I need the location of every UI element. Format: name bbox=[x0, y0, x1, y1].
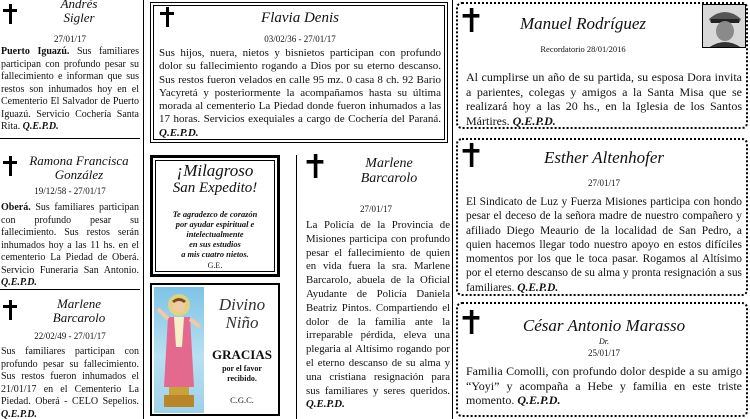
expedito-line: Te agradezco de corazón bbox=[172, 210, 258, 219]
column-divider-2 bbox=[296, 155, 297, 419]
obituary-body: Sus hijos, nuera, nietos y bisnietos participan con profundo dolor su fallecimiento rogando a Dios por su eterno descanso. Sus restos fueron velados en calle 95 mz. 0 casa 8 ch. 92 Bario Yacyretá y posteriormente la acompañamos hasta su última morada al cementerio La Piedad donde fueron inhumados a las 17 horas. Servicios exequiales a cargo de Cochería del Paraná. bbox=[159, 47, 441, 126]
obituary-text bbox=[1, 46, 139, 134]
obituary-text bbox=[466, 70, 742, 128]
lead-location: Puerto Iguazú. bbox=[1, 46, 70, 57]
obituary-name: Esther Altenhofer bbox=[543, 148, 665, 167]
obituary-body: Familia Comolli, con profundo dolor despide a su amigo “Yoyi” y acompaña a Hebe y familia en este triste momento. bbox=[466, 364, 742, 407]
obituary-title: Dr. bbox=[598, 337, 609, 346]
thanks-divino-nino bbox=[150, 283, 280, 416]
obituary-date: 22/02/49 - 27/01/17 bbox=[34, 331, 106, 341]
obituary-body: El Sindicato de Luz y Fuerza Misiones participa con hondo pesar el deceso de la señora madre de nuestro compañero y afiliado Diego Meaurio de la localidad de San Pedro, a quien hacemos llegar todo nuestro apoyo en estos difíciles momentos por los que le toca pasar. Rogamos al Altísimo por el eterno descanso de su alma y pronta resignación a sus familiares. bbox=[466, 196, 742, 294]
qepd: Q.E.P.D. bbox=[517, 281, 559, 294]
obituary-text bbox=[306, 219, 450, 412]
expedito-message bbox=[155, 210, 275, 260]
gracias-heading: GRACIAS bbox=[212, 347, 272, 362]
obituary-date: 27/01/17 bbox=[359, 204, 392, 214]
qepd: Q.E.P.D. bbox=[1, 277, 37, 288]
expedito-line: intelectualmente bbox=[186, 230, 244, 239]
obituary-date: 19/12/58 - 27/01/17 bbox=[34, 186, 106, 196]
qepd: Q.E.P.D. bbox=[306, 398, 345, 411]
obituary-date: 03/02/36 - 27/01/17 bbox=[264, 34, 336, 44]
obituary-name: Barcarolo bbox=[52, 310, 106, 325]
expedito-title: ¡Milagroso bbox=[176, 161, 254, 180]
obituary-date: 25/01/17 bbox=[587, 348, 620, 358]
nino-signature: C.G.C. bbox=[230, 395, 254, 405]
photo bbox=[702, 4, 746, 48]
obituary-subtitle: Recordatorio 28/01/2016 bbox=[540, 44, 626, 54]
divino-nino-image bbox=[154, 287, 204, 413]
expedito-signature: G.E. bbox=[207, 261, 223, 270]
divider bbox=[0, 138, 140, 139]
obituary-box-flavia-denis bbox=[150, 2, 448, 143]
obituary-name: Sigler bbox=[63, 10, 95, 25]
obituary-name: González bbox=[54, 167, 104, 182]
portrait-photo-icon bbox=[703, 5, 746, 48]
obituary-name: Marlene bbox=[56, 296, 102, 311]
obituary-text bbox=[466, 195, 742, 295]
qepd: Q.E.P.D. bbox=[22, 121, 59, 132]
qepd: Q.E.P.D. bbox=[517, 393, 561, 407]
obituary-marlene-barcarolo-police bbox=[302, 150, 450, 419]
obituary-name: Flavia Denis bbox=[261, 10, 339, 26]
child-figure-icon bbox=[154, 287, 204, 413]
cross-icon bbox=[3, 4, 17, 24]
obituary-text bbox=[466, 364, 742, 408]
obituary-body: Al cumplirse un año de su partida, su esposa Dora invita a parientes, colegas y amigos a la Santa Misa que se realizará hoy a las 20 hs., en la Iglesia de los Santos Mártires. bbox=[466, 70, 742, 128]
obituary-text bbox=[1, 346, 139, 419]
obituary-box-esther-altenhofer bbox=[456, 138, 748, 296]
obituary-name: Andrés bbox=[60, 0, 98, 11]
cross-icon bbox=[307, 154, 324, 178]
divino-title: Divino bbox=[218, 295, 266, 314]
obituary-name: César Antonio Marasso bbox=[522, 316, 686, 335]
gracias-sub: recibido. bbox=[227, 374, 257, 383]
gracias-sub: por el favor bbox=[222, 364, 262, 373]
divider bbox=[0, 289, 140, 290]
obituary-marlene-barcarolo-family bbox=[0, 292, 140, 419]
column-divider-1 bbox=[143, 0, 144, 419]
obituary-body: Sus familiares participan con profundo pesar su fallecimiento. Sus restos serán inhumados hoy a las 11 hs. en el cementerio La Piedad de Oberá. Servicio Funeraria San Antonio. bbox=[1, 202, 139, 276]
lead-location: Oberá. bbox=[1, 202, 31, 213]
obituary-name: Manuel Rodríguez bbox=[519, 14, 647, 33]
obituary-andres-sigler bbox=[0, 0, 140, 135]
expedito-line: a mis cuatro nietos. bbox=[181, 250, 249, 259]
column-divider-3 bbox=[452, 0, 453, 419]
cross-icon bbox=[3, 156, 17, 176]
qepd: Q.E.P.D. bbox=[159, 126, 199, 139]
obituary-name: Ramona Francisca bbox=[29, 153, 129, 168]
obituary-date: 27/01/17 bbox=[587, 178, 620, 188]
obituary-body: Sus familiares participan con profundo pesar su fallecimiento. Sus restos fueron inhumados el 21/01/17 en el Cementerio La Piedad. Oberá - CELO Sepelios. bbox=[1, 346, 139, 407]
obituary-box-manuel-rodriguez bbox=[456, 2, 748, 129]
obituary-box-cesar-marasso bbox=[456, 302, 748, 417]
expedito-line: por ayudar espiritual e bbox=[175, 220, 255, 229]
qepd: Q.E.P.D. bbox=[512, 113, 556, 128]
expedito-line: en sus estudios bbox=[189, 240, 241, 249]
obituary-text bbox=[159, 47, 441, 140]
obituary-date: 27/01/17 bbox=[53, 34, 86, 44]
thanks-san-expedito bbox=[150, 155, 280, 277]
expedito-title: San Expedito! bbox=[172, 180, 258, 196]
nino-title: Niño bbox=[225, 313, 259, 332]
qepd: Q.E.P.D. bbox=[1, 408, 37, 419]
obituary-ramona-gonzalez bbox=[0, 150, 140, 290]
obituary-body: Sus familiares participan con profundo pesar su fallecimiento e informan que sus restos son inhumados hoy en el Cementerio El Salvador de Puerto Iguazú. Servicio Cochería Santa Rita. bbox=[1, 46, 139, 132]
obituary-body: La Policía de la Provincia de Misiones participa con profundo pesar el fallecimiento de quien en vida fuera la sra. Marlene Barcarolo, abuela de la Oficial Ayudante de Policía Daniela Beatriz Pintos. Compartiendo el dolor de la familia ante la irreparable pérdida, eleva una plegaria al Altísimo rogando por el eterno descanso de su alma y una cristiana resignación para sus familiares y seres queridos. bbox=[306, 219, 450, 397]
cross-icon bbox=[3, 300, 17, 320]
obituary-name: Barcarolo bbox=[360, 171, 418, 186]
obituary-name: Marlene bbox=[365, 156, 413, 171]
obituary-text bbox=[1, 202, 139, 290]
